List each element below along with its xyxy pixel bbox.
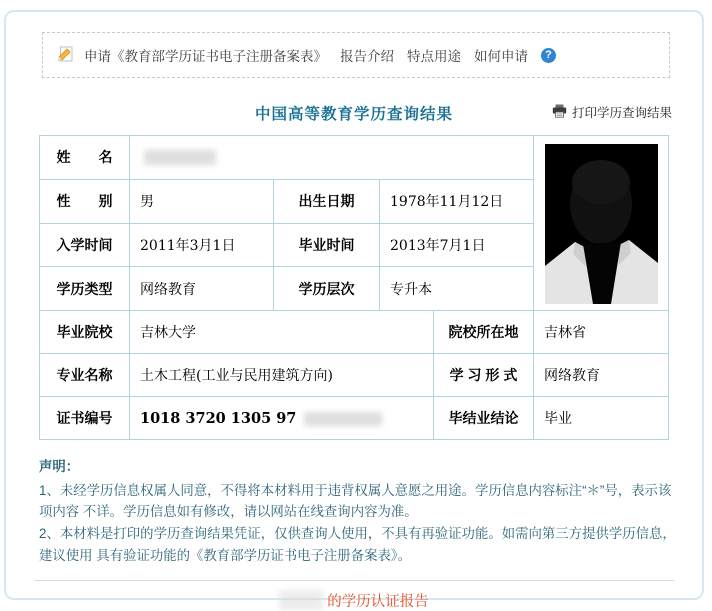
- help-icon[interactable]: ?: [541, 48, 556, 63]
- enroll-date-value: 2011年3月1日: [130, 223, 274, 267]
- table-row: [40, 397, 669, 440]
- features-usage-link[interactable]: 特点用途: [407, 49, 461, 64]
- certification-report-link[interactable]: 的学历认证报告: [327, 593, 429, 610]
- redacted-name: [144, 150, 216, 165]
- edu-level-label: 学历层次: [274, 267, 380, 311]
- page-title: 中国高等教育学历查询结果: [254, 106, 453, 123]
- graduate-date-label: 毕业时间: [274, 223, 380, 267]
- footer-line: [6, 590, 702, 611]
- printer-icon: [552, 104, 567, 121]
- birth-date-label: 出生日期: [274, 179, 380, 223]
- how-to-apply-link[interactable]: 如何申请: [474, 49, 528, 64]
- major-value: 土木工程(工业与民用建筑方向): [130, 354, 434, 397]
- gender-value: 男: [130, 179, 274, 223]
- pencil-note-icon: [56, 45, 74, 66]
- name-label: 姓 名: [40, 136, 130, 180]
- title-row: [6, 102, 702, 122]
- major-label: 专业名称: [40, 354, 130, 397]
- school-label: 毕业院校: [40, 311, 130, 354]
- gender-label: 性 别: [40, 179, 130, 223]
- portrait-photo: [545, 144, 658, 304]
- footer-divider: [34, 580, 674, 581]
- table-row: [40, 311, 669, 354]
- cert-no-value: 1018 3720 1305 97: [130, 397, 434, 440]
- name-value: [130, 136, 534, 180]
- edu-level-value: 专升本: [380, 267, 534, 311]
- birth-date-value: 1978年11月12日: [380, 179, 534, 223]
- table-row: [40, 354, 669, 397]
- study-form-value: 网络教育: [534, 354, 669, 397]
- print-result-link[interactable]: [552, 103, 672, 121]
- edu-type-value: 网络教育: [130, 267, 274, 311]
- school-location-value: 吉林省: [534, 311, 669, 354]
- page-container: [4, 10, 704, 610]
- school-value: 吉林大学: [130, 311, 434, 354]
- print-result-label: 打印学历查询结果: [571, 106, 672, 120]
- enroll-date-label: 入学时间: [40, 223, 130, 267]
- conclusion-value: 毕业: [534, 397, 669, 440]
- conclusion-label: 毕结业结论: [434, 397, 534, 440]
- statement-section: [39, 456, 680, 567]
- statement-item-1: 1、未经学历信息权属人同意，不得将本材料用于违背权属人意愿之用途。学历信息内容标注“＊”号，表示该项内容 不详。学历信息如有修改，请以网站在线查询内容为准。: [39, 482, 672, 520]
- statement-item-2: 2、本材料是打印的学历查询结果凭证，仅供查询人使用，不具有再验证功能。如需向第三方提供学历信息，建议使用 具有验证功能的《教育部学历证书电子注册备案表》。: [39, 526, 676, 563]
- statement-heading: 声明：: [39, 459, 80, 474]
- redacted-footer-name: [279, 590, 323, 610]
- report-intro-link[interactable]: 报告介绍: [340, 49, 394, 64]
- photo-cell: [534, 136, 669, 311]
- graduate-date-value: 2013年7月1日: [380, 223, 534, 267]
- apply-report-link[interactable]: 申请《教育部学历证书电子注册备案表》: [84, 49, 327, 64]
- study-form-label: 学 习 形 式: [434, 354, 534, 397]
- record-table: [39, 135, 669, 440]
- school-location-label: 院校所在地: [434, 311, 534, 354]
- notice-bar: [42, 32, 670, 78]
- edu-type-label: 学历类型: [40, 267, 130, 311]
- redacted-cert-suffix: [304, 412, 382, 426]
- table-row: [40, 136, 669, 180]
- cert-no-label: 证书编号: [40, 397, 130, 440]
